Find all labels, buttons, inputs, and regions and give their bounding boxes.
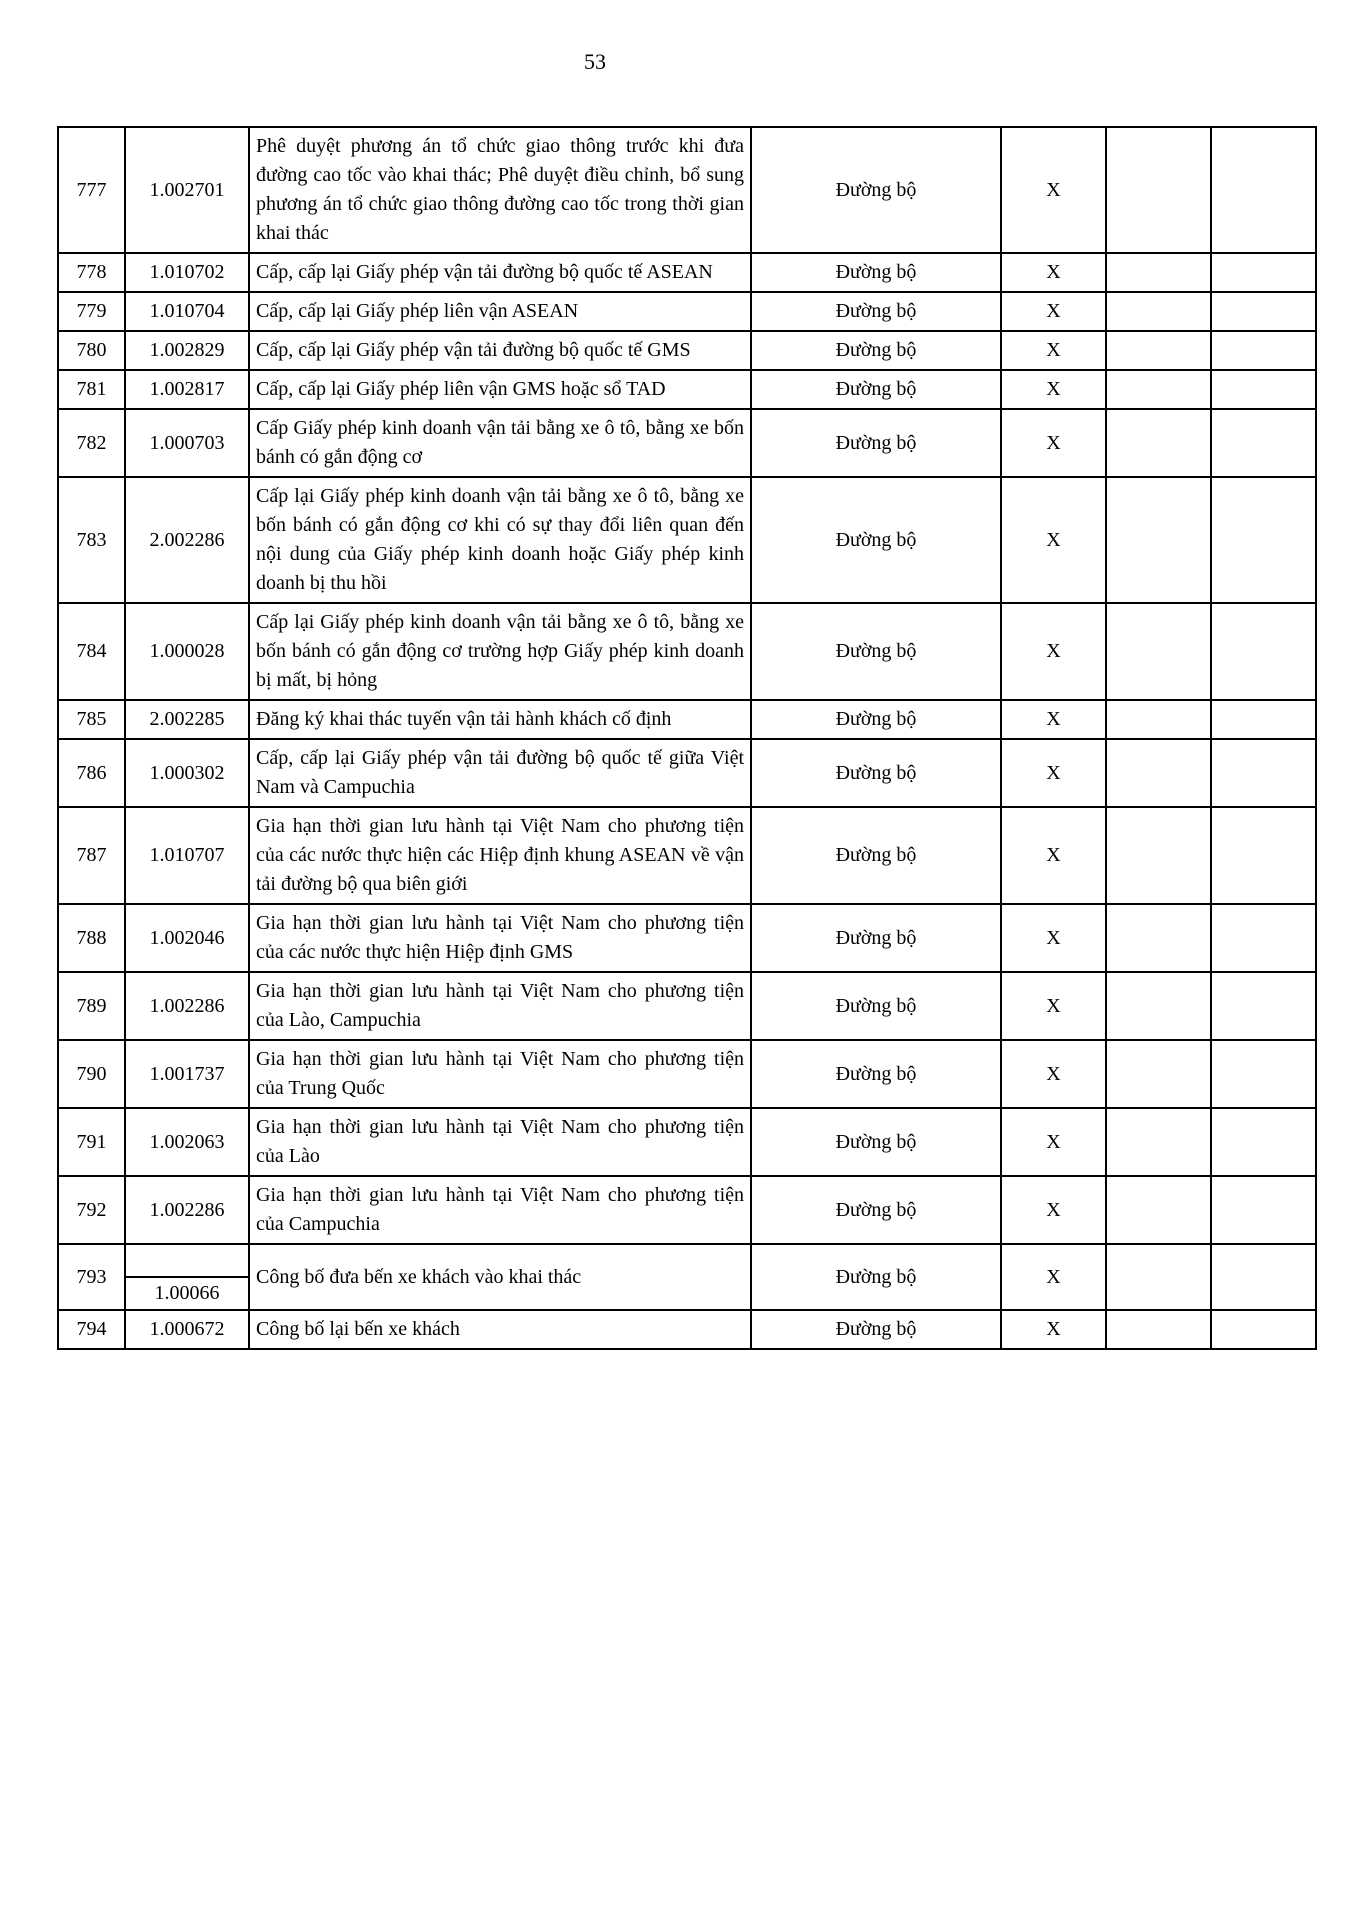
table-row xyxy=(58,253,1316,292)
procedure-name-cell: Gia hạn thời gian lưu hành tại Việt Nam cho phương tiện của Campuchia xyxy=(249,1176,751,1244)
empty-cell xyxy=(1211,253,1316,292)
procedure-name-cell: Công bố đưa bến xe khách vào khai thác xyxy=(249,1244,751,1310)
empty-cell xyxy=(1211,1310,1316,1349)
field-cell: Đường bộ xyxy=(751,972,1001,1040)
mark-cell: X xyxy=(1001,904,1106,972)
code-cell: 1.002701 xyxy=(125,127,249,253)
empty-cell xyxy=(1106,253,1211,292)
code-cell: 2.002285 xyxy=(125,700,249,739)
code-cell-value-half: 1.00066 xyxy=(126,1276,248,1309)
field-cell: Đường bộ xyxy=(751,807,1001,904)
procedure-name-cell: Công bố lại bến xe khách xyxy=(249,1310,751,1349)
row-number-cell: 794 xyxy=(58,1310,125,1349)
code-cell-empty-half xyxy=(126,1245,248,1276)
code-cell: 1.000302 xyxy=(125,739,249,807)
field-cell: Đường bộ xyxy=(751,127,1001,253)
empty-cell xyxy=(1106,1176,1211,1244)
code-cell: 1.000703 xyxy=(125,409,249,477)
row-number-cell: 789 xyxy=(58,972,125,1040)
empty-cell xyxy=(1211,739,1316,807)
mark-cell: X xyxy=(1001,127,1106,253)
row-number-cell: 791 xyxy=(58,1108,125,1176)
table-row xyxy=(58,904,1316,972)
empty-cell xyxy=(1211,409,1316,477)
field-cell: Đường bộ xyxy=(751,700,1001,739)
table-row xyxy=(58,1310,1316,1349)
procedure-name-cell: Cấp, cấp lại Giấy phép liên vận ASEAN xyxy=(249,292,751,331)
field-cell: Đường bộ xyxy=(751,603,1001,700)
empty-cell xyxy=(1106,331,1211,370)
table-row xyxy=(58,292,1316,331)
empty-cell xyxy=(1106,409,1211,477)
empty-cell xyxy=(1211,1244,1316,1310)
row-number-cell: 782 xyxy=(58,409,125,477)
field-cell: Đường bộ xyxy=(751,253,1001,292)
code-cell: 1.000028 xyxy=(125,603,249,700)
empty-cell xyxy=(1106,603,1211,700)
mark-cell: X xyxy=(1001,331,1106,370)
row-number-cell: 778 xyxy=(58,253,125,292)
table-row xyxy=(58,127,1316,253)
empty-cell xyxy=(1106,1108,1211,1176)
table-row xyxy=(58,331,1316,370)
empty-cell xyxy=(1211,292,1316,331)
mark-cell: X xyxy=(1001,409,1106,477)
empty-cell xyxy=(1106,807,1211,904)
empty-cell xyxy=(1211,807,1316,904)
code-cell: 1.002829 xyxy=(125,331,249,370)
row-number-cell: 792 xyxy=(58,1176,125,1244)
mark-cell: X xyxy=(1001,292,1106,331)
procedure-name-cell: Gia hạn thời gian lưu hành tại Việt Nam cho phương tiện của các nước thực hiện các Hiệp định khung ASEAN về vận tải đường bộ qua biên giới xyxy=(249,807,751,904)
field-cell: Đường bộ xyxy=(751,739,1001,807)
mark-cell: X xyxy=(1001,1176,1106,1244)
row-number-cell: 785 xyxy=(58,700,125,739)
procedure-name-cell: Cấp, cấp lại Giấy phép vận tải đường bộ quốc tế giữa Việt Nam và Campuchia xyxy=(249,739,751,807)
field-cell: Đường bộ xyxy=(751,477,1001,603)
empty-cell xyxy=(1211,904,1316,972)
empty-cell xyxy=(1106,700,1211,739)
procedure-name-cell: Gia hạn thời gian lưu hành tại Việt Nam cho phương tiện của Lào, Campuchia xyxy=(249,972,751,1040)
empty-cell xyxy=(1211,972,1316,1040)
table-row xyxy=(58,1040,1316,1108)
empty-cell xyxy=(1211,127,1316,253)
mark-cell: X xyxy=(1001,1244,1106,1310)
mark-cell: X xyxy=(1001,370,1106,409)
table-row xyxy=(58,477,1316,603)
procedure-name-cell: Cấp lại Giấy phép kinh doanh vận tải bằng xe ô tô, bằng xe bốn bánh có gắn động cơ khi có sự thay đổi liên quan đến nội dung của Giấy phép kinh doanh hoặc Giấy phép kinh doanh bị thu hồi xyxy=(249,477,751,603)
empty-cell xyxy=(1211,477,1316,603)
table-row xyxy=(58,603,1316,700)
mark-cell: X xyxy=(1001,807,1106,904)
procedure-name-cell: Cấp, cấp lại Giấy phép liên vận GMS hoặc sổ TAD xyxy=(249,370,751,409)
table-row xyxy=(58,1108,1316,1176)
empty-cell xyxy=(1106,972,1211,1040)
mark-cell: X xyxy=(1001,253,1106,292)
field-cell: Đường bộ xyxy=(751,409,1001,477)
mark-cell: X xyxy=(1001,700,1106,739)
empty-cell xyxy=(1106,1040,1211,1108)
empty-cell xyxy=(1106,739,1211,807)
code-cell: 1.010702 xyxy=(125,253,249,292)
empty-cell xyxy=(1211,1040,1316,1108)
field-cell: Đường bộ xyxy=(751,1176,1001,1244)
row-number-cell: 780 xyxy=(58,331,125,370)
row-number-cell: 790 xyxy=(58,1040,125,1108)
table-row xyxy=(58,409,1316,477)
row-number-cell: 777 xyxy=(58,127,125,253)
empty-cell xyxy=(1211,603,1316,700)
code-cell: 1.010707 xyxy=(125,807,249,904)
code-cell: 2.002286 xyxy=(125,477,249,603)
empty-cell xyxy=(1106,370,1211,409)
code-cell: 1.000672 xyxy=(125,1310,249,1349)
empty-cell xyxy=(1106,1244,1211,1310)
procedure-name-cell: Gia hạn thời gian lưu hành tại Việt Nam cho phương tiện của các nước thực hiện Hiệp định GMS xyxy=(249,904,751,972)
field-cell: Đường bộ xyxy=(751,1040,1001,1108)
field-cell: Đường bộ xyxy=(751,370,1001,409)
code-cell: 1.002286 xyxy=(125,1176,249,1244)
table-row xyxy=(58,1176,1316,1244)
field-cell: Đường bộ xyxy=(751,1244,1001,1310)
table-row xyxy=(58,972,1316,1040)
procedure-name-cell: Đăng ký khai thác tuyến vận tải hành khách cố định xyxy=(249,700,751,739)
row-number-cell: 783 xyxy=(58,477,125,603)
code-cell: 1.002286 xyxy=(125,972,249,1040)
empty-cell xyxy=(1211,1176,1316,1244)
field-cell: Đường bộ xyxy=(751,331,1001,370)
table-row xyxy=(58,700,1316,739)
empty-cell xyxy=(1106,1310,1211,1349)
field-cell: Đường bộ xyxy=(751,1108,1001,1176)
procedure-name-cell: Cấp Giấy phép kinh doanh vận tải bằng xe ô tô, bằng xe bốn bánh có gắn động cơ xyxy=(249,409,751,477)
row-number-cell: 786 xyxy=(58,739,125,807)
code-cell: 1.010704 xyxy=(125,292,249,331)
code-cell: 1.001737 xyxy=(125,1040,249,1108)
empty-cell xyxy=(1211,370,1316,409)
row-number-cell: 784 xyxy=(58,603,125,700)
mark-cell: X xyxy=(1001,477,1106,603)
field-cell: Đường bộ xyxy=(751,1310,1001,1349)
table-row xyxy=(58,739,1316,807)
procedure-name-cell: Cấp, cấp lại Giấy phép vận tải đường bộ quốc tế ASEAN xyxy=(249,253,751,292)
mark-cell: X xyxy=(1001,603,1106,700)
empty-cell xyxy=(1106,477,1211,603)
field-cell: Đường bộ xyxy=(751,904,1001,972)
table-row xyxy=(58,807,1316,904)
row-number-cell: 788 xyxy=(58,904,125,972)
procedure-name-cell: Cấp, cấp lại Giấy phép vận tải đường bộ quốc tế GMS xyxy=(249,331,751,370)
empty-cell xyxy=(1211,331,1316,370)
page-number: 53 xyxy=(584,49,606,74)
mark-cell: X xyxy=(1001,972,1106,1040)
mark-cell: X xyxy=(1001,1040,1106,1108)
code-cell: 1.002046 xyxy=(125,904,249,972)
table-row xyxy=(58,370,1316,409)
empty-cell xyxy=(1106,292,1211,331)
mark-cell: X xyxy=(1001,1108,1106,1176)
empty-cell xyxy=(1211,1108,1316,1176)
procedure-name-cell: Cấp lại Giấy phép kinh doanh vận tải bằng xe ô tô, bằng xe bốn bánh có gắn động cơ trường hợp Giấy phép kinh doanh bị mất, bị hỏng xyxy=(249,603,751,700)
procedures-table xyxy=(57,126,1317,1350)
empty-cell xyxy=(1106,904,1211,972)
code-cell-split xyxy=(125,1244,249,1310)
row-number-cell: 779 xyxy=(58,292,125,331)
procedure-name-cell: Gia hạn thời gian lưu hành tại Việt Nam cho phương tiện của Trung Quốc xyxy=(249,1040,751,1108)
mark-cell: X xyxy=(1001,739,1106,807)
empty-cell xyxy=(1106,127,1211,253)
procedure-name-cell: Gia hạn thời gian lưu hành tại Việt Nam cho phương tiện của Lào xyxy=(249,1108,751,1176)
code-cell: 1.002817 xyxy=(125,370,249,409)
row-number-cell: 793 xyxy=(58,1244,125,1310)
procedure-name-cell: Phê duyệt phương án tổ chức giao thông trước khi đưa đường cao tốc vào khai thác; Phê duyệt điều chỉnh, bổ sung phương án tổ chức giao thông đường cao tốc trong thời gian khai thác xyxy=(249,127,751,253)
table-row xyxy=(58,1244,1316,1310)
empty-cell xyxy=(1211,700,1316,739)
code-cell: 1.002063 xyxy=(125,1108,249,1176)
row-number-cell: 781 xyxy=(58,370,125,409)
mark-cell: X xyxy=(1001,1310,1106,1349)
field-cell: Đường bộ xyxy=(751,292,1001,331)
row-number-cell: 787 xyxy=(58,807,125,904)
